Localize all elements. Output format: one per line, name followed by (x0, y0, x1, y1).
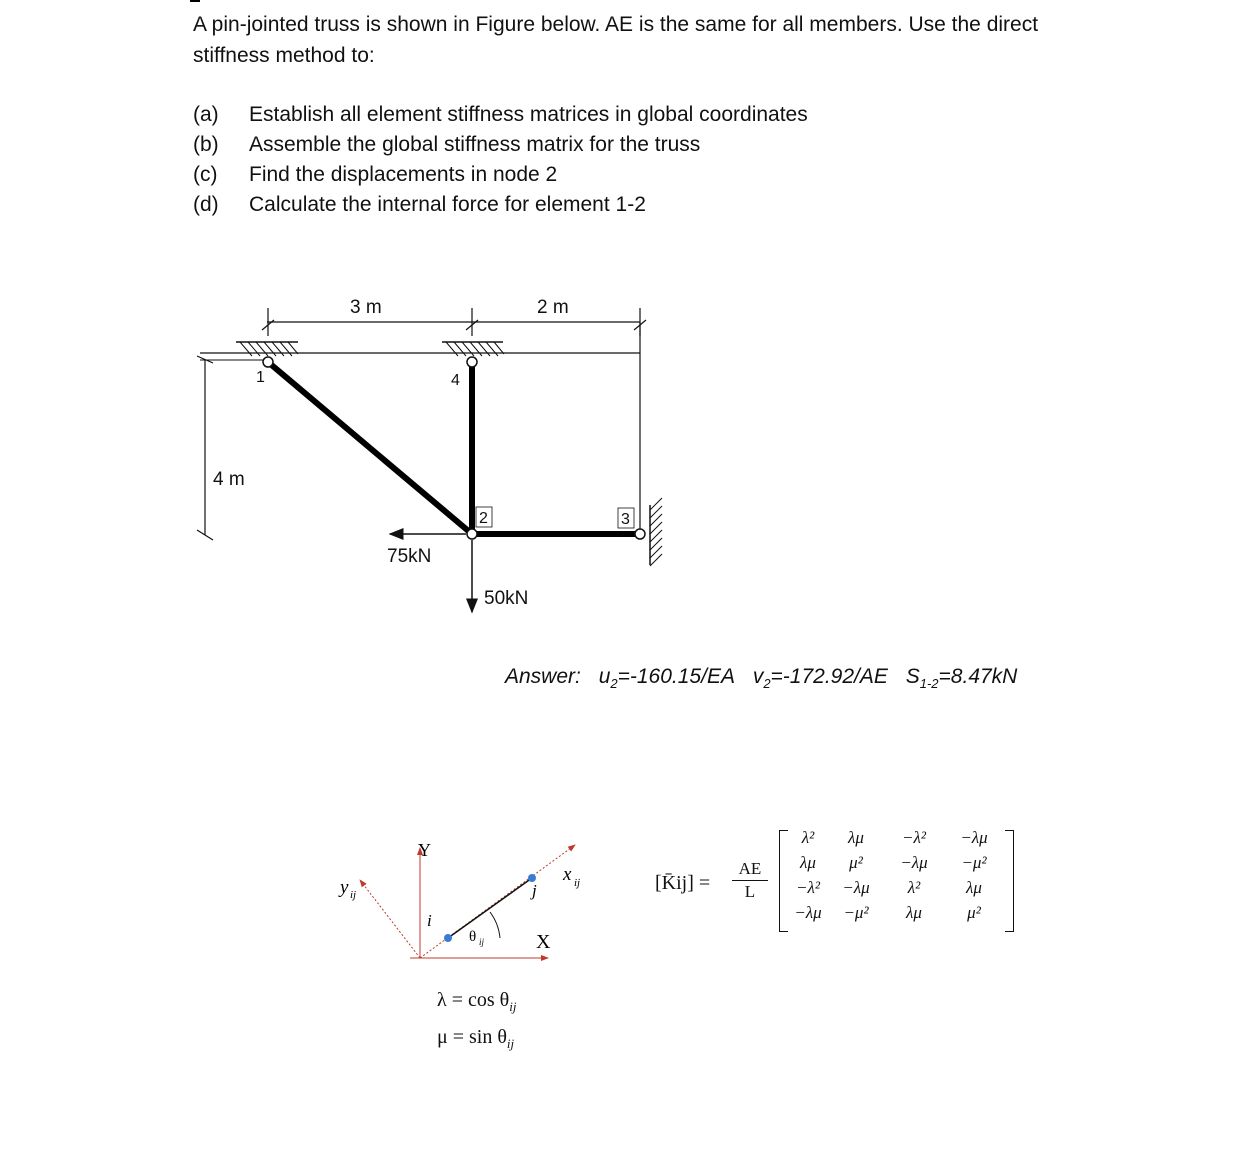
answer-v2-main: v (752, 665, 764, 688)
answer-line (505, 665, 1029, 691)
task-text: Calculate the internal force for element 1-2 (249, 193, 646, 216)
axis-label-x: X (536, 931, 551, 953)
node-1-pin (263, 357, 273, 367)
matrix-lhs: [K̄ij] = (655, 872, 711, 894)
task-text: Assemble the global stiffness matrix for the truss (249, 133, 701, 156)
matrix-cell: μ² (967, 903, 981, 922)
answer-v2-value: =-172.92/AE (770, 665, 888, 688)
matrix-cell: λμ (800, 853, 816, 872)
load-label-75kn: 75kN (387, 546, 432, 567)
fraction-denominator: L (744, 882, 756, 901)
answer-v2 (752, 665, 888, 692)
matrix-cell: λ² (801, 828, 815, 847)
problem-intro: A pin-jointed truss is shown in Figure below. AE is the same for all members. Use the direct stiffness method to: (193, 13, 1039, 67)
dim-label-2m: 2 m (537, 297, 569, 318)
mu-text: μ = sin θ (437, 1026, 507, 1048)
member-1-2 (268, 362, 472, 534)
node-3-pin (635, 529, 645, 539)
theta-sub: ij (479, 937, 485, 947)
matrix-cell: −λ² (796, 878, 820, 897)
reference-axes-diagram (338, 840, 580, 958)
support-node-1 (236, 342, 298, 356)
matrix-cell: λμ (966, 878, 982, 897)
answer-v2-sub: 2 (763, 676, 771, 692)
support-node-3 (650, 498, 662, 566)
load-label-50kn: 50kN (484, 588, 529, 609)
node-j-label: j (532, 881, 537, 900)
ae-over-l-fraction (732, 858, 768, 903)
lambda-mu-definitions (437, 985, 516, 1059)
answer-s-sub: 1-2 (919, 676, 939, 692)
answer-s-value: =8.47kN (938, 665, 1018, 688)
answer-label: Answer: (505, 665, 581, 688)
mu-sub: ij (506, 1036, 515, 1051)
answer-u2-sub: 2 (610, 676, 618, 692)
task-letter: (a) (193, 103, 219, 126)
node-4-pin (467, 357, 477, 367)
matrix-cell: −λ² (902, 828, 926, 847)
local-y-label: y (340, 877, 349, 898)
mu-definition (437, 1022, 516, 1059)
task-letter: (b) (193, 133, 219, 156)
matrix-cell: −λμ (842, 878, 870, 897)
top-dimension (200, 297, 646, 353)
task-letter: (c) (193, 163, 218, 186)
node-label-3: 3 (621, 511, 630, 528)
answer-u2-value: =-160.15/EA (617, 665, 735, 688)
node-i-dot (444, 934, 452, 942)
lambda-sub: ij (509, 999, 517, 1014)
local-x-label: x (563, 864, 572, 885)
fraction-numerator: AE (732, 858, 768, 881)
answer-s12 (905, 665, 1018, 692)
matrix-cell: −λμ (794, 903, 822, 922)
lambda-text: λ = cos θ (437, 989, 510, 1011)
lambda-definition (437, 985, 516, 1022)
matrix-cell: −λμ (900, 853, 928, 872)
matrix-cell: λμ (906, 903, 922, 922)
task-text: Establish all element stiffness matrices in global coordinates (249, 103, 808, 126)
dim-label-3m: 3 m (350, 297, 382, 318)
answer-u2 (598, 665, 735, 692)
matrix-cell: −λμ (960, 828, 988, 847)
matrix-grid (785, 828, 1001, 928)
answer-s-main: S (905, 665, 920, 688)
matrix-right-bracket (1005, 830, 1014, 932)
answer-u2-main: u (598, 665, 611, 688)
theta-label: θ (469, 929, 477, 945)
axis-label-y: Y (418, 840, 431, 860)
matrix-cell: −μ² (843, 903, 869, 922)
matrix-cell: −μ² (961, 853, 987, 872)
local-y-sub: ij (350, 889, 357, 901)
node-i-label: i (427, 911, 432, 930)
support-node-4 (442, 342, 504, 356)
node-label-1: 1 (256, 369, 265, 386)
task-letter: (d) (193, 193, 219, 216)
dim-label-4m: 4 m (213, 469, 245, 490)
node-label-2: 2 (479, 510, 488, 527)
matrix-cell: μ² (849, 853, 863, 872)
local-x-sub: ij (574, 877, 581, 889)
task-text: Find the displacements in node 2 (249, 163, 558, 186)
matrix-cell: λμ (848, 828, 864, 847)
node-label-4: 4 (451, 372, 460, 389)
matrix-cell: λ² (907, 878, 921, 897)
node-2-pin (467, 529, 477, 539)
